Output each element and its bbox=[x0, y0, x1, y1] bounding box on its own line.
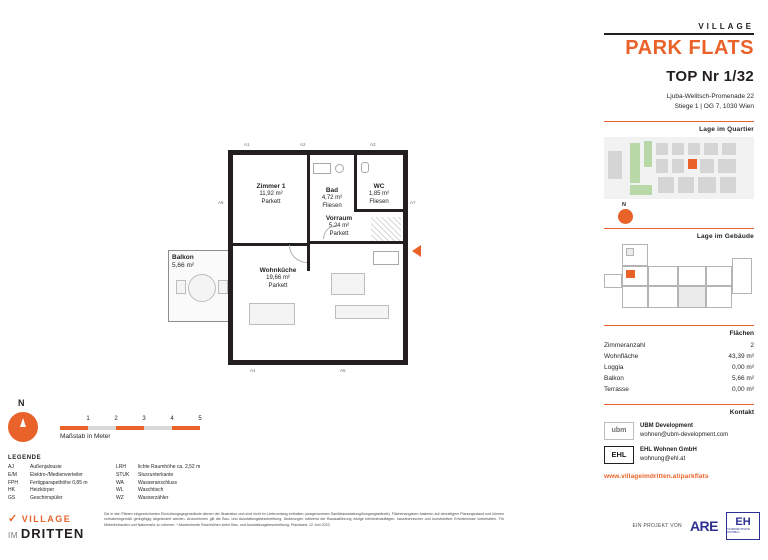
room-area-balkon: 5,66 m² bbox=[172, 262, 195, 270]
dim-a1: A1 bbox=[244, 142, 250, 147]
legend-item: WA Wasseranschluss bbox=[116, 479, 177, 486]
room-bad: Bad 4,72 m² Fliesen bbox=[321, 187, 343, 209]
dining-table bbox=[331, 273, 365, 295]
legend-item: LRH lichte Raumhöhe ca. 2,52 m bbox=[116, 464, 201, 470]
wall-wc-bottom bbox=[354, 209, 403, 212]
legend-item: WL Waschtisch bbox=[116, 487, 164, 494]
map-north-icon bbox=[618, 209, 633, 224]
legend-item: HK Heizkörper bbox=[8, 487, 55, 494]
website-link[interactable]: www.villageimdritten.at/parkflats bbox=[604, 472, 709, 480]
brand-title: PARK FLATS bbox=[625, 37, 754, 59]
room-vorraum: Vorraum 5,24 m² Parkett bbox=[325, 215, 353, 237]
bathtub bbox=[313, 163, 331, 174]
entrance-arrow-icon bbox=[412, 245, 421, 257]
eh-logo: EH ÖSTERREICHISCHE WOHNBAU bbox=[726, 512, 760, 540]
wall-zimmer-bad bbox=[307, 155, 310, 243]
room-name-balkon: Balkon bbox=[172, 254, 194, 261]
section-title-gebaeude: Lage im Gebäude bbox=[696, 232, 754, 240]
section-title-quartier: Lage im Quartier bbox=[699, 125, 754, 133]
section-divider bbox=[604, 121, 754, 122]
legend-title: LEGENDE bbox=[8, 455, 42, 461]
north-indicator bbox=[8, 398, 38, 442]
dim-a4: A4 bbox=[250, 368, 256, 373]
sofa bbox=[249, 303, 295, 325]
ehl-logo: EHL bbox=[604, 446, 634, 464]
scale-tick-4: 4 bbox=[170, 416, 174, 422]
north-arrow-icon bbox=[8, 412, 38, 442]
ehl-name: EHL Wohnen GmbH bbox=[640, 447, 697, 454]
disclaimer-text: Die in den Plänen eingezeichneten Einrichtungsgegenstände dienen der Illustration und sind nicht im Lieferumfang enthalten (ausgenommen Sanitärausstattung/Ausgangsstände). Flächenangaben basieren auf derzeitigem Planungsstand und können vorhabensgemäß geringfügig abgeändert werden. Anzunehmen gilt die Bau- und Ausstattungsbeschreibung. Änderungen während der Bauausführung infolge behördenauflagen, haustechnischer und konstruktiver Erfordernisse vorbehalten. Für Möbeleinbauten und Naturmaße zu nehmen. * Abweichende Raumhöhen siehe Bau- und Ausstattungsbeschreibung. Planstand: 12 Juni 2023 bbox=[104, 512, 504, 527]
balcony-chair-right bbox=[218, 280, 228, 294]
kitchen-block bbox=[373, 251, 399, 265]
building-map[interactable] bbox=[604, 244, 754, 316]
table-row: Loggia 0,00 m² bbox=[604, 363, 754, 371]
legend-item: E/M Elektro-/Medienverteiler bbox=[8, 471, 83, 478]
ehl-email[interactable]: wohnung@ehl.at bbox=[640, 455, 686, 462]
dim-a7: A7 bbox=[410, 200, 416, 205]
north-label: N bbox=[18, 398, 25, 408]
dim-a2: A2 bbox=[300, 142, 306, 147]
table-row: Wohnfläche 43,39 m² bbox=[604, 352, 754, 360]
contact-ubm bbox=[604, 422, 754, 440]
map-north-label: N bbox=[622, 201, 626, 208]
areas-table bbox=[604, 340, 754, 395]
ubm-name: UBM Development bbox=[640, 423, 694, 430]
legend bbox=[8, 455, 218, 502]
toilet bbox=[361, 162, 369, 173]
brand-divider bbox=[604, 33, 754, 35]
scale-bar bbox=[60, 416, 200, 440]
dim-a3: A3 bbox=[370, 142, 376, 147]
ubm-logo: ubm bbox=[604, 422, 634, 440]
check-icon: ✓ bbox=[8, 513, 19, 525]
washbasin bbox=[335, 164, 344, 173]
table-row: Balkon 5,66 m² bbox=[604, 374, 754, 382]
address-line-2: Stiege 1 | OG 7, 1030 Wien bbox=[674, 102, 754, 110]
address-line-1: Ljuba-Welitsch-Promenade 22 bbox=[666, 93, 754, 100]
legend-item: STUK Sturzunterkante bbox=[116, 471, 174, 478]
room-label-balkon bbox=[172, 254, 194, 271]
floorplan-drawing bbox=[160, 140, 420, 373]
dim-a5: A5 bbox=[340, 368, 346, 373]
legend-item: GS Geschirrspüler bbox=[8, 495, 63, 501]
legend-item: FPH Fertigparapethöhe 0,85 m bbox=[8, 479, 88, 486]
room-wohnkueche: Wohnküche 19,66 m² Parkett bbox=[259, 267, 297, 289]
room-zimmer-1: Zimmer 1 11,92 m² Parkett bbox=[256, 183, 286, 205]
scale-caption: Maßstab in Meter bbox=[60, 433, 111, 440]
section-divider bbox=[604, 404, 754, 405]
wall-bad-wc bbox=[354, 155, 357, 211]
section-divider bbox=[604, 325, 754, 326]
section-title-flaechen: Flächen bbox=[729, 329, 754, 337]
legend-item: AJ Außenjalousie bbox=[8, 464, 62, 470]
vorraum-storage-hatch bbox=[371, 217, 401, 241]
address bbox=[604, 92, 754, 112]
table-row: Terrasse 0,00 m² bbox=[604, 385, 754, 393]
table-row: Zimmeranzahl 2 bbox=[604, 341, 754, 349]
balcony-chair-left bbox=[176, 280, 186, 294]
scale-tick-2: 2 bbox=[114, 416, 118, 422]
balcony-table bbox=[188, 274, 216, 302]
section-title-kontakt: Kontakt bbox=[729, 408, 754, 416]
section-divider bbox=[604, 228, 754, 229]
top-number: TOP Nr 1/32 bbox=[666, 68, 754, 85]
scale-tick-5: 5 bbox=[198, 416, 202, 422]
are-logo: ARE bbox=[689, 518, 718, 534]
partner-label: EIN PROJEKT VON bbox=[632, 523, 682, 529]
contact-ehl bbox=[604, 446, 754, 464]
wall-vorraum-bottom bbox=[307, 241, 403, 244]
info-panel bbox=[590, 0, 768, 560]
room-wc: WC 1,85 m² Fliesen bbox=[368, 183, 390, 205]
apartment-outline bbox=[228, 150, 408, 365]
dim-a6: A6 bbox=[218, 200, 224, 205]
scale-tick-3: 3 bbox=[142, 416, 146, 422]
scale-tick-1: 1 bbox=[86, 416, 90, 422]
legend-item: WZ Wasserzähler bbox=[116, 495, 169, 501]
quarter-map[interactable] bbox=[604, 137, 754, 199]
kitchen-counter bbox=[335, 305, 389, 319]
brand-village: VILLAGE bbox=[698, 22, 754, 31]
ubm-email[interactable]: wohnen@ubm-development.com bbox=[640, 431, 729, 438]
village-im-dritten-logo: ✓ VILLAGE IM DRITTEN bbox=[8, 513, 85, 541]
